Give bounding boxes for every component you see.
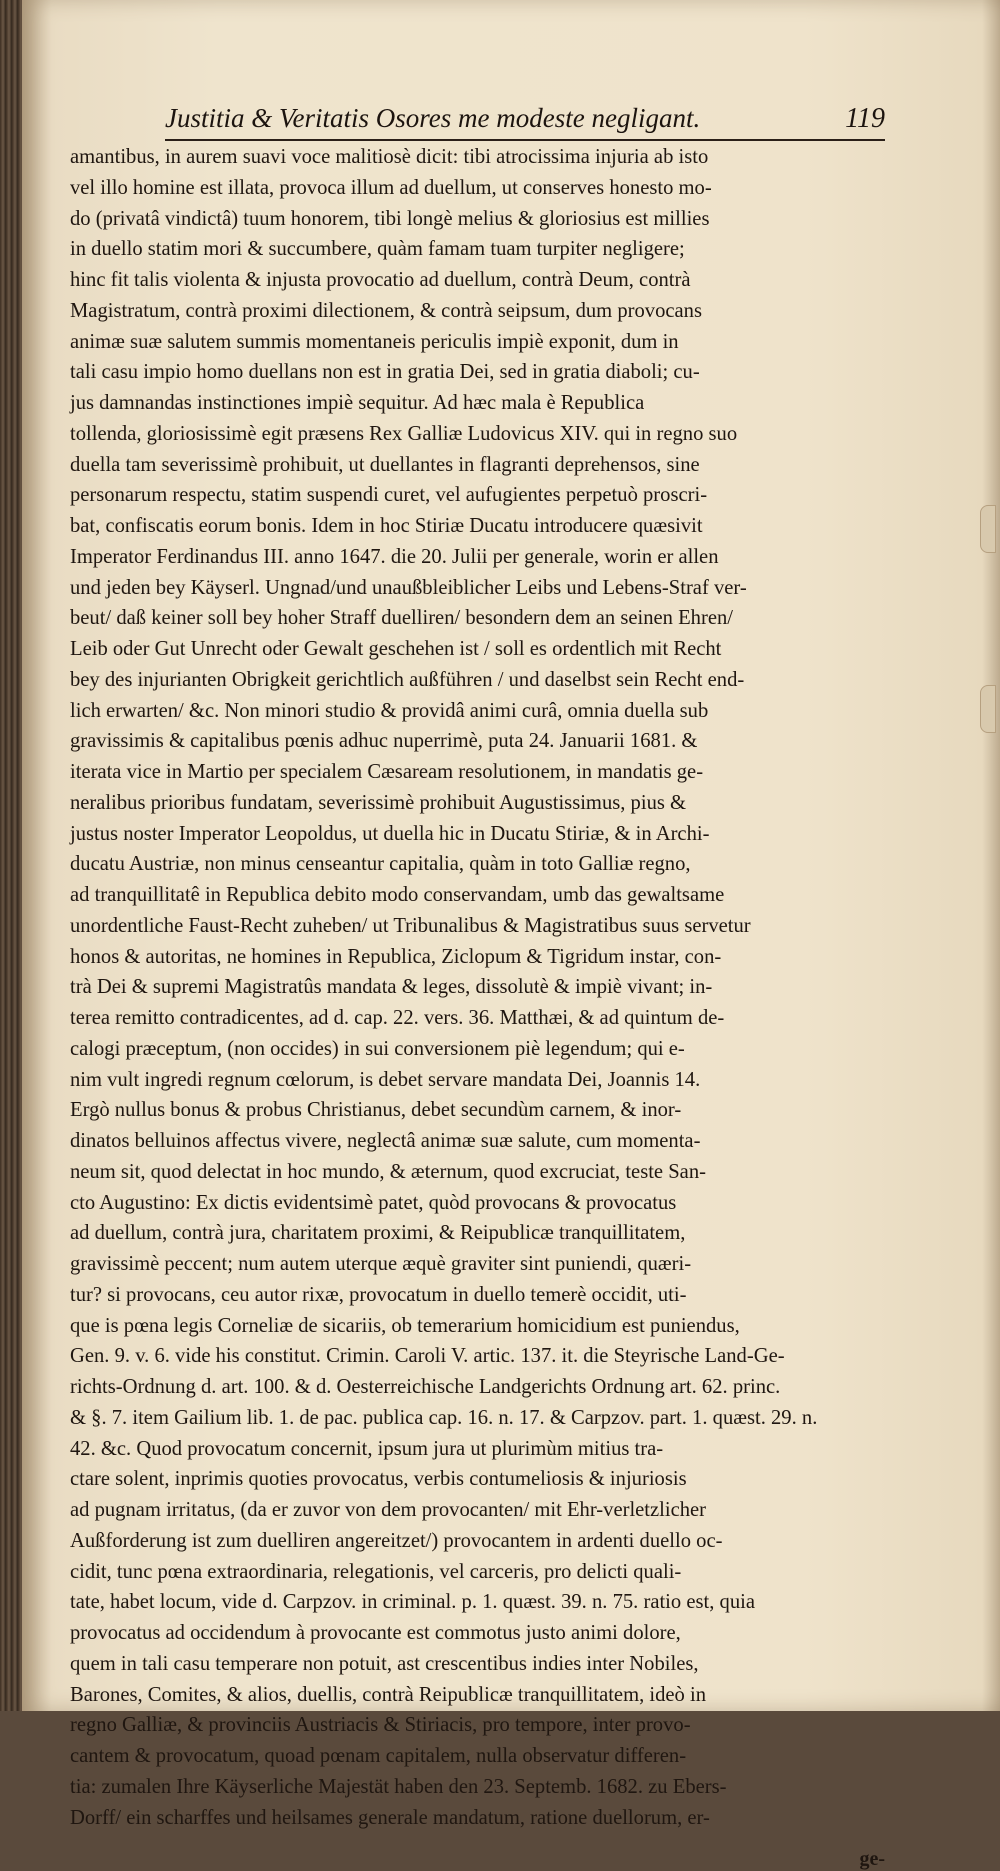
text-line: vel illo homine est illata, provoca illum ad duellum, ut conserves honesto mo- <box>70 176 712 199</box>
text-line: unordentliche Faust-Recht zuheben/ ut Tribunalibus & Magistratibus suus servetur <box>70 914 751 937</box>
text-line: provocatus ad occidendum à provocante est commotus justo animi dolore, <box>70 1622 681 1644</box>
text-line: dinatos belluinos affectus vivere, neglectâ animæ suæ salute, cum momenta- <box>70 1130 701 1152</box>
text-line: cantem & provocatum, quoad pœnam capitalem, nulla observatur differen- <box>70 1745 687 1767</box>
text-line: neralibus prioribus fundatam, severissimè prohibuit Augustissimus, pius & <box>70 791 687 814</box>
text-line: animæ suæ salutem summis momentaneis periculis impiè exponit, dum in <box>70 330 679 353</box>
text-line: gravissimis & capitalibus pœnis adhuc nuperrimè, puta 24. Januarii 1681. & <box>70 730 698 753</box>
text-line: ad duellum, contrà jura, charitatem proximi, & Reipublicæ tranquillitatem, <box>70 1222 686 1245</box>
text-line: justus noster Imperator Leopoldus, ut duella hic in Ducatu Stiriæ, & in Archi- <box>70 822 710 845</box>
page-tab-marker <box>980 505 996 553</box>
text-line: Außforderung ist zum duelliren angereitzet/) provocantem in ardenti duello oc- <box>70 1529 723 1552</box>
text-line: nim vult ingredi regnum cœlorum, is debet servare mandata Dei, Joannis 14. <box>70 1068 701 1091</box>
text-line: neum sit, quod delectat in hoc mundo, & æternum, quod excruciat, teste San- <box>70 1160 706 1183</box>
body-text-block <box>70 142 885 1871</box>
text-line: und jeden bey Käyserl. Ungnad/und unaußbleiblicher Leibs und Lebens-Straf ver- <box>70 576 747 599</box>
text-line: que is pœna legis Corneliæ de sicariis, ob temerarium homicidium est puniendus, <box>70 1314 740 1337</box>
text-line: tali casu impio homo duellans non est in gratia Dei, sed in gratia diaboli; cu- <box>70 361 700 384</box>
text-line: calogi præceptum, (non occides) in sui conversionem piè legendum; qui e- <box>70 1037 685 1060</box>
text-line: ad pugnam irritatus, (da er zuvor von dem provocanten/ mit Ehr-verletzlicher <box>70 1499 707 1521</box>
text-line: lich erwarten/ &c. Non minori studio & providâ animi curâ, omnia duella sub <box>70 699 709 722</box>
text-line: tia: zumalen Ihre Käyserliche Majestät haben den 23. Septemb. 1682. zu Ebers- <box>70 1775 727 1798</box>
text-line: personarum respectu, statim suspendi curet, vel aufugientes perpetuò proscri- <box>70 484 708 507</box>
page-edge-shadow <box>982 0 1000 1711</box>
text-line: Dorff/ ein scharffes und heilsames generale mandatum, ratione duellorum, er- <box>70 1806 710 1829</box>
text-line: Leib oder Gut Unrecht oder Gewalt geschehen ist / soll es ordentlich mit Recht <box>70 638 722 660</box>
text-line: tollenda, gloriosissimè egit præsens Rex Galliæ Ludovicus XIV. qui in regno suo <box>70 422 738 445</box>
text-line: Magistratum, contrà proximi dilectionem, & contrà seipsum, dum provocans <box>70 299 702 322</box>
text-line: jus damnandas instinctiones impiè sequitur. Ad hæc mala è Republica <box>70 392 645 414</box>
running-title: Justitia & Veritatis Osores me modeste negligant. <box>165 103 701 133</box>
text-line: cidit, tunc pœna extraordinaria, relegationis, vel carceris, pro delicti quali- <box>70 1560 682 1583</box>
text-line: richts-Ordnung d. art. 100. & d. Oesterreichische Landgerichts Ordnung art. 62. princ. <box>70 1376 781 1398</box>
text-line: Imperator Ferdinandus III. anno 1647. die 20. Julii per generale, worin er allen <box>70 545 719 568</box>
book-binding <box>0 0 22 1711</box>
catchword: ge- <box>859 1848 885 1871</box>
text-line: Gen. 9. v. 6. vide his constitut. Crimin. Caroli V. artic. 137. it. die Steyrische Land-Ge- <box>70 1345 785 1368</box>
text-line: beut/ daß keiner soll bey hoher Straff duelliren/ besondern dem an seinen Ehren/ <box>70 607 733 630</box>
text-line: & §. 7. item Gailium lib. 1. de pac. publica cap. 16. n. 17. & Carpzov. part. 1. quæst. 29. n. <box>70 1406 818 1429</box>
text-line: trà Dei & supremi Magistratûs mandata & leges, dissolutè & impiè vivant; in- <box>70 976 713 999</box>
text-line: quem in tali casu temperare non potuit, ast crescentibus indies inter Nobiles, <box>70 1652 699 1675</box>
text-line: iterata vice in Martio per specialem Cæsaream resolutionem, in mandatis ge- <box>70 761 704 783</box>
text-line: Ergò nullus bonus & probus Christianus, debet secundùm carnem, & inor- <box>70 1099 682 1122</box>
text-line: gravissimè peccent; num autem uterque æquè graviter sint puniendi, quæri- <box>70 1253 692 1275</box>
text-line: in duello statim mori & succumbere, quàm famam tuam turpiter negligere; <box>70 238 685 261</box>
text-line: cto Augustino: Ex dictis evidentsimè patet, quòd provocans & provocatus <box>70 1191 677 1214</box>
text-line: Barones, Comites, & alios, duellis, contrà Reipublicæ tranquillitatem, ideò in <box>70 1683 707 1706</box>
text-line: regno Galliæ, & provinciis Austriacis & Stiriacis, pro tempore, inter provo- <box>70 1714 691 1737</box>
page-number: 119 <box>845 103 885 134</box>
running-header <box>165 103 885 141</box>
text-line: ad tranquillitatê in Republica debito modo conservandam, umb das gewaltsame <box>70 884 725 906</box>
text-line: ctare solent, inprimis quoties provocatus, verbis contumeliosis & injuriosis <box>70 1468 687 1491</box>
text-line: duella tam severissimè prohibuit, ut duellantes in flagranti deprehensos, sine <box>70 453 700 476</box>
text-line: ducatu Austriæ, non minus censeantur capitalia, quàm in toto Galliæ regno, <box>70 853 691 876</box>
text-line: amantibus, in aurem suavi voce malitiosè dicit: tibi atrocissima injuria ab isto <box>70 146 709 168</box>
text-line: hinc fit talis violenta & injusta provocatio ad duellum, contrà Deum, contrà <box>70 269 691 291</box>
text-line: tur? si provocans, ceu autor rixæ, provocatum in duello temerè occidit, uti- <box>70 1283 687 1306</box>
text-line: honos & autoritas, ne homines in Republica, Ziclopum & Tigridum instar, con- <box>70 945 722 968</box>
text-line: bat, confiscatis eorum bonis. Idem in hoc Stiriæ Ducatu introducere quæsivit <box>70 515 703 537</box>
text-line: 42. &c. Quod provocatum concernit, ipsum jura ut plurimùm mitius tra- <box>70 1437 664 1460</box>
text-line: tate, habet locum, vide d. Carpzov. in criminal. p. 1. quæst. 39. n. 75. ratio est, quia <box>70 1591 755 1614</box>
page-tab-marker <box>980 685 996 733</box>
text-line: do (privatâ vindictâ) tuum honorem, tibi longè melius & gloriosius est millies <box>70 207 710 230</box>
text-line: bey des injurianten Obrigkeit gerichtlich außführen / und daselbst sein Recht end- <box>70 668 745 691</box>
text-line: terea remitto contradicentes, ad d. cap. 22. vers. 36. Matthæi, & ad quintum de- <box>70 1007 725 1029</box>
